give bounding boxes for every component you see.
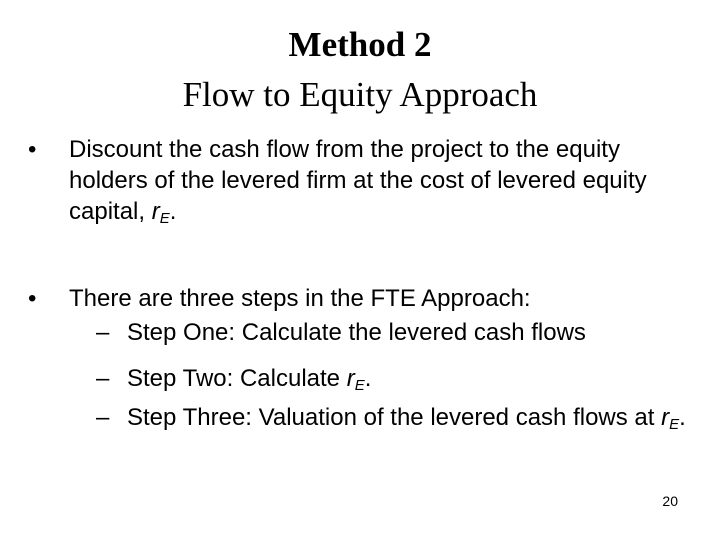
sub-dash: –	[96, 319, 110, 346]
sub-item-suffix: .	[364, 365, 372, 392]
sub-dash: –	[96, 365, 110, 392]
sub-item	[96, 317, 686, 348]
rate-variable: r	[661, 404, 670, 431]
bullet-symbol: •	[28, 136, 37, 163]
bullet-item	[28, 134, 688, 227]
rate-subscript: E	[354, 377, 365, 394]
bullet-text: There are three steps in the FTE Approach:	[69, 285, 531, 312]
sub-item-text-body: Step Three: Valuation of the levered cash flows at	[127, 404, 662, 431]
rate-subscript: E	[669, 416, 680, 433]
rate-subscript: E	[159, 210, 170, 227]
slide-subtitle: Flow to Equity Approach	[182, 75, 538, 114]
bullet-suffix: .	[169, 198, 177, 225]
bullet-text	[69, 134, 688, 227]
bullet-text-body: Discount the cash flow from the project to the equity holders of the levered firm at the cost of levered equity capital,	[69, 136, 647, 225]
bullet-symbol: •	[28, 285, 37, 312]
sub-item-suffix: .	[679, 404, 686, 431]
rate-variable: r	[151, 198, 160, 225]
sub-item-text	[127, 363, 686, 394]
bullet-item	[28, 283, 688, 314]
sub-item-text: Step One: Calculate the levered cash flows	[127, 319, 586, 346]
rate-variable: r	[346, 365, 355, 392]
sub-item	[96, 402, 686, 433]
sub-item-text	[127, 402, 686, 433]
slide-title: Method 2	[288, 25, 432, 64]
page-number: 20	[662, 493, 678, 509]
sub-item-text-body: Step Two: Calculate	[127, 365, 347, 392]
sub-dash: –	[96, 404, 110, 431]
sub-item	[96, 363, 686, 394]
